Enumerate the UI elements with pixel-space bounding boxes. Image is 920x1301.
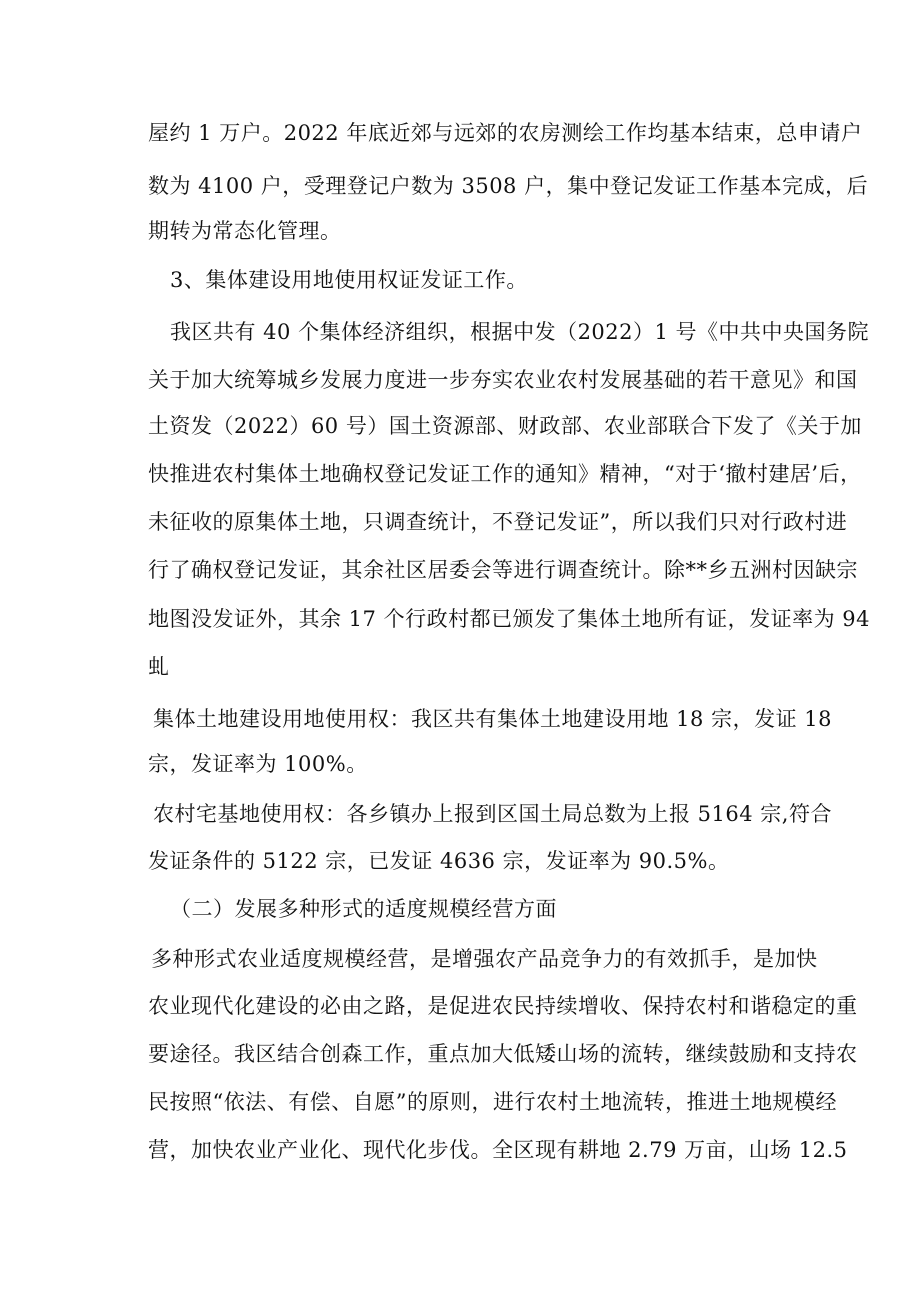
text-line: 快推进农村集体土地确权登记发证工作的通知》精神，“对于‘撤村建居’后， bbox=[148, 462, 862, 486]
text-line: 虬 bbox=[148, 655, 170, 679]
text-line: 要途径。我区结合创森工作，重点加大低矮山场的流转，继续鼓励和支持农 bbox=[148, 1042, 858, 1066]
text-line: 土资发（2022）60 号）国土资源部、财政部、农业部联合下发了《关于加 bbox=[148, 414, 862, 438]
text-line: 宗，发证率为 100%。 bbox=[148, 752, 368, 776]
text-line: 期转为常态化管理。 bbox=[148, 219, 342, 243]
text-line: 未征收的原集体土地，只调查统计，不登记发证”，所以我们只对行政村进 bbox=[148, 510, 848, 534]
text-line: 农村宅基地使用权：各乡镇办上报到区国土局总数为上报 5164 宗,符合 bbox=[153, 802, 832, 826]
text-line: 屋约 1 万户。2022 年底近郊与远郊的农房测绘工作均基本结束，总申请户 bbox=[148, 121, 863, 145]
section-heading: （二）发展多种形式的适度规模经营方面 bbox=[170, 897, 557, 921]
text-line: 多种形式农业适度规模经营，是增强农产品竞争力的有效抓手，是加快 bbox=[151, 947, 818, 971]
text-line: 民按照“依法、有偿、自愿”的原则，进行农村土地流转，推进土地规模经 bbox=[148, 1090, 837, 1114]
text-line: 我区共有 40 个集体经济组织，根据中发（2022）1 号《中共中央国务院 bbox=[170, 320, 870, 344]
text-line: 数为 4100 户，受理登记户数为 3508 户，集中登记发证工作基本完成，后 bbox=[148, 174, 869, 198]
subheading: 3、集体建设用地使用权证发证工作。 bbox=[170, 268, 528, 292]
text-line: 关于加大统筹城乡发展力度进一步夯实农业农村发展基础的若干意见》和国 bbox=[148, 368, 858, 392]
text-line: 行了确权登记发证，其余社区居委会等进行调查统计。除**乡五洲村因缺宗 bbox=[148, 558, 858, 582]
text-line: 集体土地建设用地使用权：我区共有集体土地建设用地 18 宗，发证 18 bbox=[153, 707, 832, 731]
text-line: 营，加快农业产业化、现代化步伐。全区现有耕地 2.79 万亩，山场 12.5 bbox=[148, 1138, 848, 1162]
text-line: 发证条件的 5122 宗，已发证 4636 宗，发证率为 90.5%。 bbox=[148, 849, 730, 873]
text-line: 地图没发证外，其余 17 个行政村都已颁发了集体土地所有证，发证率为 94 bbox=[148, 607, 870, 631]
text-line: 农业现代化建设的必由之路，是促进农民持续增收、保持农村和谐稳定的重 bbox=[148, 994, 858, 1018]
